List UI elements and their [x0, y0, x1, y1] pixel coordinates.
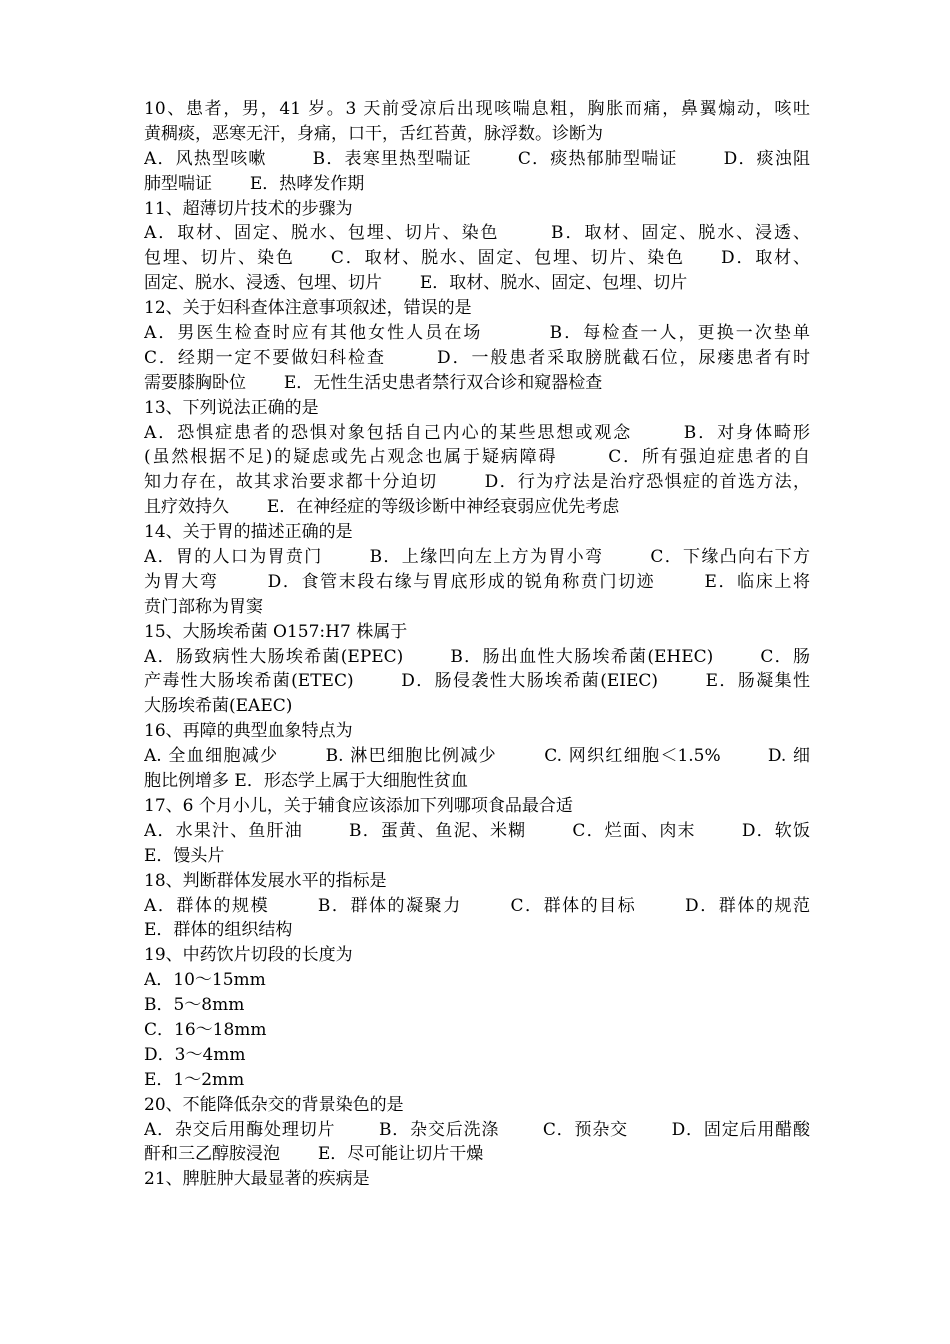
text-line: 17、6 个月小儿，关于辅食应该添加下列哪项食品最合适: [144, 795, 573, 816]
text-line: 包埋、切片、染色 C．取材、脱水、固定、包埋、切片、染色 D．取材、: [144, 248, 810, 269]
text-line: 贲门部称为胃窦: [144, 596, 263, 617]
document-page: [144, 97, 810, 1192]
text-line: A．肠致病性大肠埃希菌(EPEC) B．肠出血性大肠埃希菌(EHEC) C．肠: [144, 646, 810, 667]
text-line: 21、脾脏肿大最显著的疾病是: [144, 1169, 370, 1190]
text-line: A．群体的规模 B．群体的凝聚力 C．群体的目标 D．群体的规范: [144, 895, 810, 916]
text-line: E．群体的组织结构: [144, 920, 293, 941]
text-line: E．馒头片: [144, 845, 225, 866]
text-line: 14、关于胃的描述正确的是: [144, 522, 353, 543]
text-line: 16、再障的典型血象特点为: [144, 721, 353, 742]
text-line: C．16～18mm: [144, 1019, 267, 1040]
text-line: A．胃的人口为胃贲门 B．上缘凹向左上方为胃小弯 C．下缘凸向右下方: [144, 547, 810, 568]
text-line: 大肠埃希菌(EAEC): [144, 696, 293, 717]
text-line: 18、判断群体发展水平的指标是: [144, 870, 387, 891]
text-line: 19、中药饮片切段的长度为: [144, 945, 353, 966]
text-line: E．1～2mm: [144, 1069, 245, 1090]
text-line: (虽然根据不足)的疑虑或先占观念也属于疑病障碍 C．所有强迫症患者的自: [144, 447, 810, 468]
text-line: 酐和三乙醇胺浸泡 E．尽可能让切片干燥: [144, 1144, 484, 1165]
text-line: 需要膝胸卧位 E．无性生活史患者禁行双合诊和窥器检查: [144, 372, 603, 393]
text-line: 黄稠痰，恶寒无汗，身痛，口干，舌红苔黄，脉浮数。诊断为: [144, 123, 603, 144]
text-line: 产毒性大肠埃希菌(ETEC) D．肠侵袭性大肠埃希菌(EIEC) E．肠凝集性: [144, 671, 810, 692]
text-line: A. 全血细胞减少 B. 淋巴细胞比例减少 C. 网织红细胞＜1.5% D. 细: [144, 746, 810, 767]
text-line: 11、超薄切片技术的步骤为: [144, 198, 353, 219]
text-line: 为胃大弯 D．食管末段右缘与胃底形成的锐角称贲门切迹 E．临床上将: [144, 571, 810, 592]
text-line: D．3～4mm: [144, 1044, 246, 1065]
text-line: 15、大肠埃希菌 O157:H7 株属于: [144, 621, 408, 642]
text-line: A．男医生检查时应有其他女性人员在场 B．每检查一人，更换一次垫单: [144, 323, 810, 344]
text-line: 肺型喘证 E．热哮发作期: [144, 173, 365, 194]
text-line: A．恐惧症患者的恐惧对象包括自己内心的某些思想或观念 B．对身体畸形: [144, 422, 810, 443]
text-line: 13、下列说法正确的是: [144, 397, 319, 418]
text-line: 20、不能降低杂交的背景染色的是: [144, 1094, 404, 1115]
text-line: A．10～15mm: [144, 970, 266, 991]
text-line: A．风热型咳嗽 B．表寒里热型喘证 C．痰热郁肺型喘证 D．痰浊阻: [144, 148, 810, 169]
text-line: 知力存在，故其求治要求都十分迫切 D．行为疗法是治疗恐惧症的首选方法，: [144, 472, 810, 493]
text-line: 胞比例增多 E．形态学上属于大细胞性贫血: [144, 771, 468, 792]
text-line: 10、患者，男，41 岁。3 天前受凉后出现咳喘息粗，胸胀而痛，鼻翼煽动，咳吐: [144, 99, 810, 119]
text-line: A．杂交后用酶处理切片 B．杂交后洗涤 C．预杂交 D．固定后用醋酸: [144, 1119, 810, 1140]
text-line: C．经期一定不要做妇科检查 D．一般患者采取膀胱截石位，尿瘘患者有时: [144, 347, 810, 368]
text-line: B．5～8mm: [144, 995, 245, 1016]
text-line: 且疗效持久 E．在神经症的等级诊断中神经衰弱应优先考虑: [144, 497, 620, 518]
text-line: A．取材、固定、脱水、包埋、切片、染色 B．取材、固定、脱水、浸透、: [144, 223, 810, 244]
text-line: A．水果汁、鱼肝油 B．蛋黄、鱼泥、米糊 C．烂面、肉末 D．软饭: [144, 820, 810, 841]
text-line: 12、关于妇科查体注意事项叙述，错误的是: [144, 298, 472, 319]
text-line: 固定、脱水、浸透、包埋、切片 E．取材、脱水、固定、包埋、切片: [144, 273, 688, 294]
